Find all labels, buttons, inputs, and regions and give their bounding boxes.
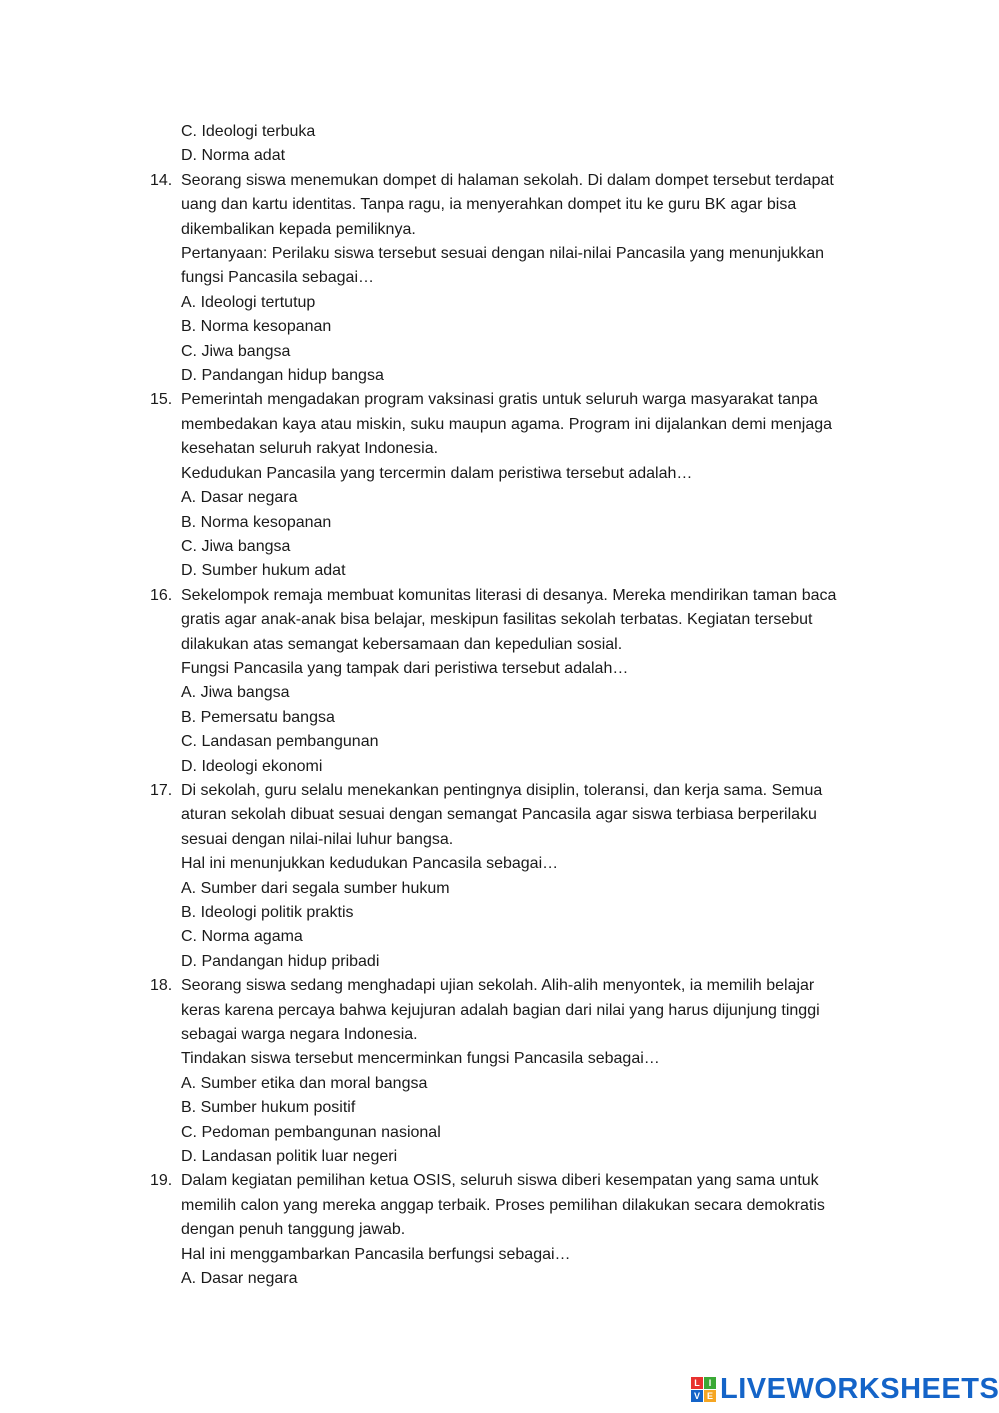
question-text: Hal ini menggambarkan Pancasila berfungsi sebagai…: [181, 1245, 571, 1263]
question-list: [150, 120, 890, 1292]
question-text-line: [150, 852, 890, 876]
question-text-line: [150, 1243, 890, 1267]
question-number: 15.: [150, 391, 173, 409]
question-text: Pertanyaan: Perilaku siswa tersebut sesuai dengan nilai-nilai Pancasila yang menunjukkan: [181, 245, 825, 263]
answer-option: A. Dasar negara: [181, 1270, 298, 1288]
question-text-line: [150, 999, 890, 1023]
answer-option: A. Sumber etika dan moral bangsa: [181, 1074, 428, 1092]
question-first-line: [150, 584, 890, 608]
logo-mark-icon: [691, 1377, 716, 1402]
question-first-line: [150, 388, 890, 412]
question-text-line: [150, 413, 890, 437]
question-text: membedakan kaya atau miskin, suku maupun agama. Program ini dijalankan demi menjaga: [181, 415, 833, 433]
question-text: kesehatan seluruh rakyat Indonesia.: [181, 440, 439, 458]
answer-option: B. Ideologi politik praktis: [181, 904, 354, 921]
logo-letter: I: [704, 1377, 716, 1389]
question-text: aturan sekolah dibuat sesuai dengan semangat Pancasila agar siswa terbiasa berperilaku: [181, 806, 817, 824]
question-first-line: [150, 169, 890, 193]
question-text: Fungsi Pancasila yang tampak dari peristiwa tersebut adalah…: [181, 659, 629, 677]
question-text: uang dan kartu identitas. Tanpa ragu, ia menyerahkan dompet itu ke guru BK agar bisa: [181, 196, 797, 214]
question-text-line: [150, 633, 890, 657]
question-text: Kedudukan Pancasila yang tercermin dalam peristiwa tersebut adalah…: [181, 464, 693, 482]
question-number: 18.: [150, 977, 173, 995]
answer-option: D. Ideologi ekonomi: [181, 757, 323, 775]
question-text-line: [150, 242, 890, 266]
question-first-line: [150, 779, 890, 803]
question-text: Tindakan siswa tersebut mencerminkan fungsi Pancasila sebagai…: [181, 1050, 660, 1068]
question-text-line: [150, 803, 890, 827]
question-text: dikembalikan kepada pemiliknya.: [181, 220, 416, 238]
question-text-line: [150, 462, 890, 486]
answer-option: D. Sumber hukum adat: [181, 562, 346, 580]
answer-option: C. Norma agama: [181, 928, 303, 946]
question-first-line: [150, 1169, 890, 1193]
question-text: sesuai dengan nilai-nilai luhur bangsa.: [181, 830, 454, 848]
question-text: dilakukan atas semangat kebersamaan dan kepedulian sosial.: [181, 635, 623, 653]
question-text-line: [150, 193, 890, 217]
answer-option: D. Pandangan hidup bangsa: [181, 367, 384, 385]
logo-letter: E: [704, 1390, 716, 1402]
question-number: 14.: [150, 171, 173, 189]
question-text-line: [150, 1023, 890, 1047]
answer-option: A. Sumber dari segala sumber hukum: [181, 879, 450, 897]
lead-option: C. Ideologi terbuka: [181, 123, 316, 140]
answer-option: C. Landasan pembangunan: [181, 733, 379, 751]
question-number: 16.: [150, 586, 173, 604]
logo-text: LIVEWORKSHEETS: [720, 1373, 999, 1405]
answer-option: A. Dasar negara: [181, 489, 298, 507]
question-text: dengan penuh tanggung jawab.: [181, 1221, 406, 1239]
answer-option: B. Norma kesopanan: [181, 513, 332, 531]
question-number: 19.: [150, 1172, 173, 1190]
question-text-line: [150, 828, 890, 852]
answer-option: B. Norma kesopanan: [181, 318, 332, 336]
question-text: Di sekolah, guru selalu menekankan pentingnya disiplin, toleransi, dan kerja sama. Semua: [181, 781, 823, 799]
question-number: 17.: [150, 781, 173, 799]
question-text: gratis agar anak-anak bisa belajar, meskipun fasilitas sekolah terbatas. Kegiatan tersebut: [181, 611, 813, 629]
logo-letter: V: [691, 1390, 703, 1402]
answer-option: C. Jiwa bangsa: [181, 537, 291, 555]
answer-option: C. Pedoman pembangunan nasional: [181, 1123, 441, 1141]
question-first-line: [150, 974, 890, 998]
question-text-line: [150, 657, 890, 681]
answer-option: B. Pemersatu bangsa: [181, 708, 335, 726]
question-text-line: [150, 1194, 890, 1218]
question-text: memilih calon yang mereka anggap terbaik. Proses pemilihan dilakukan secara demokratis: [181, 1196, 825, 1214]
question-text-line: [150, 266, 890, 290]
question-text: keras karena percaya bahwa kejujuran adalah bagian dari nilai yang harus dijunjung tinggi: [181, 1001, 820, 1019]
answer-option: A. Ideologi tertutup: [181, 293, 316, 311]
question-text: Sekelompok remaja membuat komunitas literasi di desanya. Mereka mendirikan taman baca: [181, 586, 837, 604]
answer-option: A. Jiwa bangsa: [181, 684, 290, 702]
question-text: Seorang siswa sedang menghadapi ujian sekolah. Alih-alih menyontek, ia memilih belajar: [181, 977, 815, 995]
question-text-line: [150, 437, 890, 461]
question-text: Seorang siswa menemukan dompet di halaman sekolah. Di dalam dompet tersebut terdapat: [181, 171, 834, 189]
question-text-line: [150, 608, 890, 632]
question-text: sebagai warga negara Indonesia.: [181, 1026, 418, 1044]
question-text: Hal ini menunjukkan kedudukan Pancasila sebagai…: [181, 855, 559, 873]
answer-option: D. Pandangan hidup pribadi: [181, 952, 380, 970]
question-text-line: [150, 1218, 890, 1242]
answer-option: B. Sumber hukum positif: [181, 1099, 356, 1117]
question-text: Pemerintah mengadakan program vaksinasi gratis untuk seluruh warga masyarakat tanpa: [181, 391, 818, 409]
question-text-line: [150, 218, 890, 242]
logo-letter: L: [691, 1377, 703, 1389]
answer-option: D. Landasan politik luar negeri: [181, 1148, 398, 1166]
question-text: fungsi Pancasila sebagai…: [181, 269, 375, 287]
lead-option: D. Norma adat: [181, 147, 286, 165]
liveworksheets-logo: [691, 1375, 999, 1403]
answer-option: C. Jiwa bangsa: [181, 342, 291, 360]
question-text-line: [150, 1047, 890, 1071]
question-text: Dalam kegiatan pemilihan ketua OSIS, seluruh siswa diberi kesempatan yang sama untuk: [181, 1172, 819, 1190]
